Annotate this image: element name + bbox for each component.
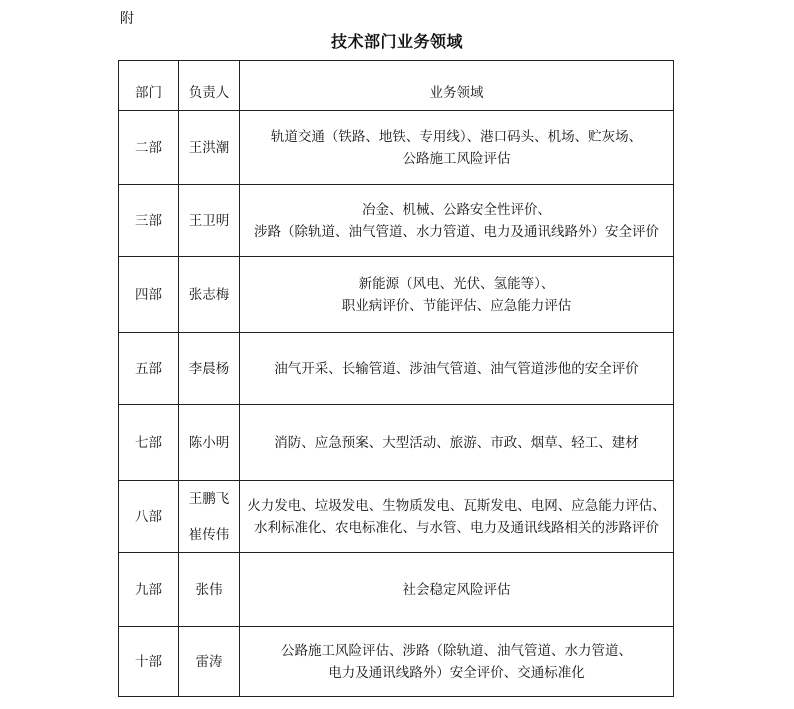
table-row — [119, 111, 674, 185]
leader-name: 王鹏飞 — [188, 490, 230, 507]
scope-line: 新能源（风电、光伏、氢能等）、 — [358, 275, 555, 292]
table-row — [119, 257, 674, 333]
leader-cell — [179, 333, 240, 405]
table-row — [119, 185, 674, 257]
scope-cell — [240, 111, 674, 185]
table-row — [119, 333, 674, 405]
dept-cell: 三部 — [119, 185, 179, 257]
scope-line: 涉路（除轨道、油气管道、水力管道、电力及通讯线路外）安全评价 — [254, 223, 659, 240]
scope-cell — [240, 333, 674, 405]
dept-cell: 十部 — [119, 627, 179, 697]
annex-label: 附 — [120, 11, 134, 27]
table-header-row — [119, 61, 674, 111]
scope-line: 电力及通讯线路外）安全评价、交通标准化 — [328, 664, 585, 681]
header-leader: 负责人 — [179, 61, 240, 111]
leader-name: 张志梅 — [188, 286, 230, 303]
leader-name: 雷涛 — [195, 653, 223, 670]
leader-name: 王卫明 — [188, 212, 230, 229]
leader-name: 王洪潮 — [188, 139, 230, 156]
scope-line: 火力发电、垃圾发电、生物质发电、瓦斯发电、电网、应急能力评估、 — [247, 497, 666, 514]
leader-cell — [179, 553, 240, 627]
leader-name: 陈小明 — [188, 434, 230, 451]
table-row — [119, 405, 674, 481]
scope-line: 轨道交通（铁路、地铁、专用线）、港口码头、机场、贮灰场、 — [270, 128, 643, 145]
leader-cell — [179, 627, 240, 697]
scope-line: 冶金、机械、公路安全性评价、 — [362, 201, 551, 218]
dept-cell: 五部 — [119, 333, 179, 405]
leader-name: 张伟 — [195, 581, 223, 598]
header-scope: 业务领域 — [240, 61, 674, 111]
dept-cell: 二部 — [119, 111, 179, 185]
document-title: 技术部门业务领域 — [330, 32, 463, 51]
scope-line: 职业病评价、节能评估、应急能力评估 — [341, 297, 572, 314]
leader-cell — [179, 405, 240, 481]
scope-cell — [240, 257, 674, 333]
leader-name: 李晨杨 — [188, 360, 230, 377]
scope-line: 消防、应急预案、大型活动、旅游、市政、烟草、轻工、建材 — [274, 434, 639, 451]
dept-cell: 九部 — [119, 553, 179, 627]
dept-cell: 七部 — [119, 405, 179, 481]
scope-line: 油气开采、长输管道、涉油气管道、油气管道涉他的安全评价 — [274, 360, 639, 377]
leader-cell — [179, 185, 240, 257]
leader-cell — [179, 481, 240, 553]
scope-line: 公路施工风险评估、涉路（除轨道、油气管道、水力管道、 — [281, 642, 632, 659]
leader-name: 崔传伟 — [188, 526, 230, 543]
leader-cell — [179, 257, 240, 333]
leader-cell — [179, 111, 240, 185]
scope-line: 公路施工风险评估 — [402, 150, 511, 167]
table-row — [119, 481, 674, 553]
scope-line: 社会稳定风险评估 — [402, 581, 511, 598]
table-row — [119, 627, 674, 697]
scope-cell — [240, 627, 674, 697]
scope-cell — [240, 185, 674, 257]
header-department: 部门 — [119, 61, 179, 111]
scope-cell — [240, 553, 674, 627]
dept-cell: 八部 — [119, 481, 179, 553]
department-table — [118, 60, 674, 697]
scope-cell — [240, 481, 674, 553]
dept-cell: 四部 — [119, 257, 179, 333]
scope-line: 水利标准化、农电标准化、与水管、电力及通讯线路相关的涉路评价 — [254, 519, 659, 536]
table-row — [119, 553, 674, 627]
scope-cell — [240, 405, 674, 481]
